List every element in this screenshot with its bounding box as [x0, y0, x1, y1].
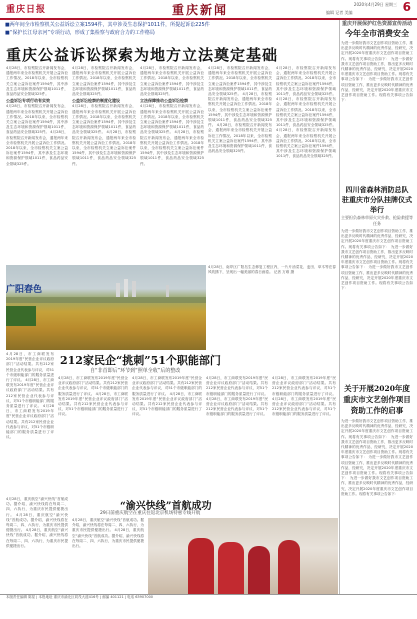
train-headline: “渝兴快线”首航成功 [120, 501, 212, 512]
page-number: 6 [402, 0, 411, 14]
sidebar-paragraph: 为进一步做好我市文艺创作项目资助工作，推出更多反映时代精神的优秀作品，经研究，决定开展2020年度重庆市文艺创作项目资助工作。现将有关事项公告如下： [341, 244, 413, 270]
column-divider [339, 20, 340, 595]
article-text: 4月28日，市工商联发布2019年度“民营企业评议政府部门”活动结果。共有212家民营企业代表参与评议，对51个市级职能部门的服务质量进行了评议。 [272, 376, 336, 396]
article-text: 4月28日，市检察院召开新闻发布会，通报两年来全市检察机关开展公益诉讼工作情况。2018年以来，全市检察机关立案公益诉讼案件1594件，其中涉及生态环境和资源保护领域1011件，食品药品安全领域325件。 [6, 66, 68, 97]
article-text: 4月28日，市检察院召开新闻发布会，通报两年来全市检察机关开展公益诉讼工作情况。2018年以来，全市检察机关立案公益诉讼案件1594件，其中涉及生态环境和资源保护领域1011件，食品药品安全领域325件。 [276, 66, 336, 97]
notice-paragraph: 为进一步做好我市文艺创作项目资助工作，推出更多反映时代精神的优秀作品，经研究，决定开展2020年度重庆市文艺创作项目资助工作。现将有关事项公告如下： [341, 434, 413, 460]
qr-badge [6, 306, 36, 326]
newspaper-logo: 重庆日报 [6, 5, 47, 15]
sidebar-paragraph: 为进一步做好我市文艺创作项目资助工作，推出更多反映时代精神的优秀作品，经研究，决定开展2020年度重庆市文艺创作项目资助工作。现将有关事项公告如下： [341, 41, 413, 61]
photo-caption-text: 4月28日，南岸区广阳岛生态修复工程区内，一片片油菜花、麦田、草木等在春风吹拂下，呈现出一幅美丽的春日画卷。 [208, 265, 336, 275]
footer-info: 本版责任编辑 陈星 | 本报地址 重庆市渝北区同茂大道416号 | 邮编 401121 | 电话 63907000 [6, 595, 154, 599]
article-text: 4月28日，市工商联发布2019年度“民营企业评议政府部门”活动结果。共有212家民营企业代表参与评议，对51个市级职能部门的服务质量进行了评议。 [206, 376, 268, 396]
photo-credit: 记者 万难 摄 [273, 270, 295, 275]
article-text: 4月28日，市工商联发布2019年度“民营企业评议政府部门”活动结果。共有212家民营企业代表参与评议，对51个市级职能部门的服务质量进行了评议。 [132, 391, 202, 417]
notice-paragraph: 为进一步做好我市文艺创作项目资助工作，推出更多反映时代精神的优秀作品，经研究，决定开展2020年度重庆市文艺创作项目资助工作。现将有关事项公告如下： [341, 455, 413, 481]
article-text: 4月28日，市检察院召开新闻发布会，通报两年来全市检察机关开展公益诉讼工作情况。2018年以来，全市检察机关立案公益诉讼案件1594件，其中涉及生态环境和资源保护领域1011件，食品药品安全领域325件。 [140, 66, 204, 97]
photo-caption-title: 广阳春色 [6, 285, 43, 295]
dept-subtitle: 自“非首即后”环节到“照单全收”后的整改 [90, 368, 181, 374]
article-text: 4月28日，市工商联发布2019年度“民营企业评议政府部门”活动结果。共有212家民营企业代表参与评议，对51个市级职能部门的服务质量进行了评议。 [132, 376, 202, 396]
article-text: 4月28日，重庆航空“渝兴快线”首航成功。据介绍，渝兴快线将在每周二、四、六执行，为重庆市民提供便捷出行。 [6, 512, 68, 533]
article-text: 4月28日，市检察院召开新闻发布会，通报两年来全市检察机关开展公益诉讼工作情况。2018年以来，全市检察机关立案公益诉讼案件1594件，其中涉及生态环境和资源保护领域1011件，食品药品安全领域325件。 [208, 123, 272, 154]
article-text: 4月28日，市检察院召开新闻发布会，通报两年来全市检察机关开展公益诉讼工作情况。2018年以来，全市检察机关立案公益诉讼案件1594件，其中涉及生态环境和资源保护领域1011件，食品药品安全领域325件。 [72, 66, 136, 97]
sidebar-paragraph: 为进一步做好我市文艺创作项目资助工作，推出更多反映时代精神的优秀作品，经研究，决定开展2020年度重庆市文艺创作项目资助工作。现将有关事项公告如下： [341, 56, 413, 82]
article-text: 4月28日，市检察院召开新闻发布会，通报两年来全市检察机关开展公益诉讼工作情况。2018年以来，全市检察机关立案公益诉讼案件1594件，其中涉及生态环境和资源保护领域1011件，食品药品安全领域325件。 [208, 92, 272, 128]
article-text: 4月28日，市检察院召开新闻发布会，通报两年来全市检察机关开展公益诉讼工作情况。2018年以来，全市检察机关立案公益诉讼案件1594件，其中涉及生态环境和资源保护领域1011件，食品药品安全领域325件。 [72, 104, 136, 135]
article-text: 4月28日，重庆航空“渝兴快线”首航成功。据介绍，渝兴快线将在每周二、四、六执行，为重庆市民提供便捷出行。 [6, 497, 68, 517]
article-text: 4月28日，重庆航空“渝兴快线”首航成功。据介绍，渝兴快线将在每周二、四、六执行，为重庆市民提供便捷出行。 [72, 518, 144, 533]
sidebar-paragraph: 为进一步做好我市文艺创作项目资助工作，推出更多反映时代精神的优秀作品，经研究，决定开展2020年度重庆市文艺创作项目资助工作。现将有关事项公告如下： [341, 229, 413, 249]
article-column [132, 376, 202, 496]
sidebar-paragraph: 为进一步做好我市文艺创作项目资助工作，推出更多反映时代精神的优秀作品，经研究，决定开展2020年度重庆市文艺创作项目资助工作。现将有关事项公告如下： [341, 265, 413, 291]
sidebar-text [341, 229, 413, 379]
sidebar-paragraph: 为进一步做好我市文艺创作项目资助工作，推出更多反映时代精神的优秀作品，经研究，决定开展2020年度重庆市文艺创作项目资助工作。现将有关事项公告如下： [341, 77, 413, 103]
editor-credit: 编辑 记者 美编 [326, 10, 353, 15]
sidebar-headline: 驻重庆市分队挂牌仪式举行 [342, 195, 412, 214]
article-subhead: 公益诉讼专项行动有实效 [6, 98, 50, 104]
article-column [72, 66, 136, 261]
article-text: 4月28日，市检察院召开新闻发布会，通报两年来全市检察机关开展公益诉讼工作情况。2018年以来，全市检察机关立案公益诉讼案件1594件，其中涉及生态环境和资源保护领域1011件，食品药品安全领域325件。 [208, 66, 272, 97]
article-text: 4月28日，市检察院召开新闻发布会，通报两年来全市检察机关开展公益诉讼工作情况。2018年以来，全市检察机关立案公益诉讼案件1594件，其中涉及生态环境和资源保护领域1011件，食品药品安全领域325件。 [276, 128, 336, 159]
article-text: 4月28日，重庆航空“渝兴快线”首航成功。据介绍，渝兴快线将在每周二、四、六执行，为重庆市民提供便捷出行。 [72, 528, 144, 549]
article-column [6, 497, 68, 593]
article-text: 4月28日，市工商联发布2019年度“民营企业评议政府部门”活动结果。共有212家民营企业代表参与评议，对51个市级职能部门的服务质量进行了评议。 [6, 378, 54, 409]
article-text: 4月28日，市工商联发布2019年度“民营企业评议政府部门”活动结果。共有212家民营企业代表参与评议，对51个市级职能部门的服务质量进行了评议。 [206, 396, 268, 417]
main-headline: 重庆公益诉讼探索为地方立法奠定基础 [6, 46, 279, 64]
article-text: 4月28日，市工商联发布2019年度“民营企业评议政府部门”活动结果。共有212家民营企业代表参与评议，对51个市级职能部门的服务质量进行了评议。 [272, 396, 336, 417]
article-text: 4月28日，市工商联发布2019年度“民营企业评议政府部门”活动结果。共有212家民营企业代表参与评议，对51个市级职能部门的服务质量进行了评议。 [58, 376, 128, 396]
sidebar-text [341, 41, 413, 181]
article-text: 4月28日，市检察院召开新闻发布会，通报两年来全市检察机关开展公益诉讼工作情况。2018年以来，全市检察机关立案公益诉讼案件1594件，其中涉及生态环境和资源保护领域1011件，食品药品安全领域325件。 [6, 130, 68, 166]
article-column [58, 376, 128, 496]
article-text: 4月28日，市检察院召开新闻发布会，通报两年来全市检察机关开展公益诉讼工作情况。2018年以来，全市检察机关立案公益诉讼案件1594件，其中涉及生态环境和资源保护领域1011件，食品药品安全领域325件。 [6, 104, 68, 135]
article-column [140, 66, 204, 261]
article-column [206, 376, 268, 496]
article-column [6, 352, 54, 492]
guangyang-photo [6, 265, 206, 350]
sidebar-headline: 今年全市消费安全 [345, 28, 409, 38]
article-text: 4月28日，重庆航空“渝兴快线”首航成功。据介绍，渝兴快线将在每周二、四、六执行，为重庆市民提供便捷出行。 [6, 528, 68, 548]
issue-date: 2020年4月29日 星期三 [353, 2, 397, 7]
lead-line: ■“保护长江母亲河”专项行动，形成了集检察与政府合力的工作格局 [5, 30, 155, 36]
article-subhead: 立法保障推动公益诉讼检察 [140, 98, 188, 104]
notice-paragraph: 为进一步做好我市文艺创作项目资助工作，推出更多反映时代精神的优秀作品，经研究，决定开展2020年度重庆市文艺创作项目资助工作。现将有关事项公告如下： [341, 419, 413, 439]
article-column [72, 518, 144, 594]
notice-text [341, 419, 413, 619]
sidebar-headline: 四川省森林消防总队 [345, 185, 409, 194]
lead-line: ■两年间全市检察机关公益诉讼立案1594件，其中涉及生态保护1011件，所提起诉讼225件 [5, 22, 210, 28]
section-title: 重庆新闻 [172, 3, 229, 17]
article-column [208, 66, 272, 261]
sidebar-kicker: 重庆开展保护红色资源宣传活动 [341, 21, 412, 27]
article-column [276, 66, 336, 261]
flight-attendant-photo [148, 518, 338, 594]
train-subtitle: 29日前重庆航空在重庆往返北京机场特惠专线开航 [100, 511, 201, 516]
notice-paragraph: 为进一步做好我市文艺创作项目资助工作，推出更多反映时代精神的优秀作品，经研究，决定开展2020年度重庆市文艺创作项目资助工作。现将有关事项公告如下： [341, 476, 413, 496]
article-subhead: 公益诉讼检察的制度化建设 [72, 98, 120, 104]
article-column [272, 376, 336, 496]
photo-caption [208, 265, 336, 315]
right-sidebar [341, 20, 413, 595]
article-text: 4月28日，市检察院召开新闻发布会，通报两年来全市检察机关开展公益诉讼工作情况。2018年以来，全市检察机关立案公益诉讼案件1594件，其中涉及生态环境和资源保护领域1011件，食品药品安全领域325件。 [140, 104, 204, 135]
article-text: 4月28日，市工商联发布2019年度“民营企业评议政府部门”活动结果。共有212家民营企业代表参与评议，对51个市级职能部门的服务质量进行了评议。 [58, 391, 128, 417]
article-text: 4月28日，市工商联发布2019年度“民营企业评议政府部门”活动结果。共有212家民营企业代表参与评议，对51个市级职能部门的服务质量进行了评议。 [6, 404, 54, 440]
article-column [6, 66, 68, 261]
notice-headline: 关于开展2020年度重庆市文艺创作项目资助工作的启事 [343, 384, 411, 415]
dept-headline: 212家民企“挑刺”51个职能部门 [60, 354, 221, 367]
article-text: 4月28日，市工商联发布2019年度“民营企业评议政府部门”活动结果。共有212家民营企业代表参与评议，对51个市级职能部门的服务质量进行了评议。 [6, 352, 54, 383]
article-text: 4月28日，市检察院召开新闻发布会，通报两年来全市检察机关开展公益诉讼工作情况。2018年以来，全市检察机关立案公益诉讼案件1594件，其中涉及生态环境和资源保护领域1011件，食品药品安全领域325件。 [276, 97, 336, 128]
sidebar-subhead: 主要担负森林草原火灾扑救、抢险救援等任务 [341, 215, 413, 226]
article-text: 4月28日，市检察院召开新闻发布会，通报两年来全市检察机关开展公益诉讼工作情况。2018年以来，全市检察机关立案公益诉讼案件1594件，其中涉及生态环境和资源保护领域1011件，食品药品安全领域325件。 [72, 130, 136, 166]
article-text: 4月28日，市检察院召开新闻发布会，通报两年来全市检察机关开展公益诉讼工作情况。2018年以来，全市检察机关立案公益诉讼案件1594件，其中涉及生态环境和资源保护领域1011件，食品药品安全领域325件。 [140, 130, 204, 166]
